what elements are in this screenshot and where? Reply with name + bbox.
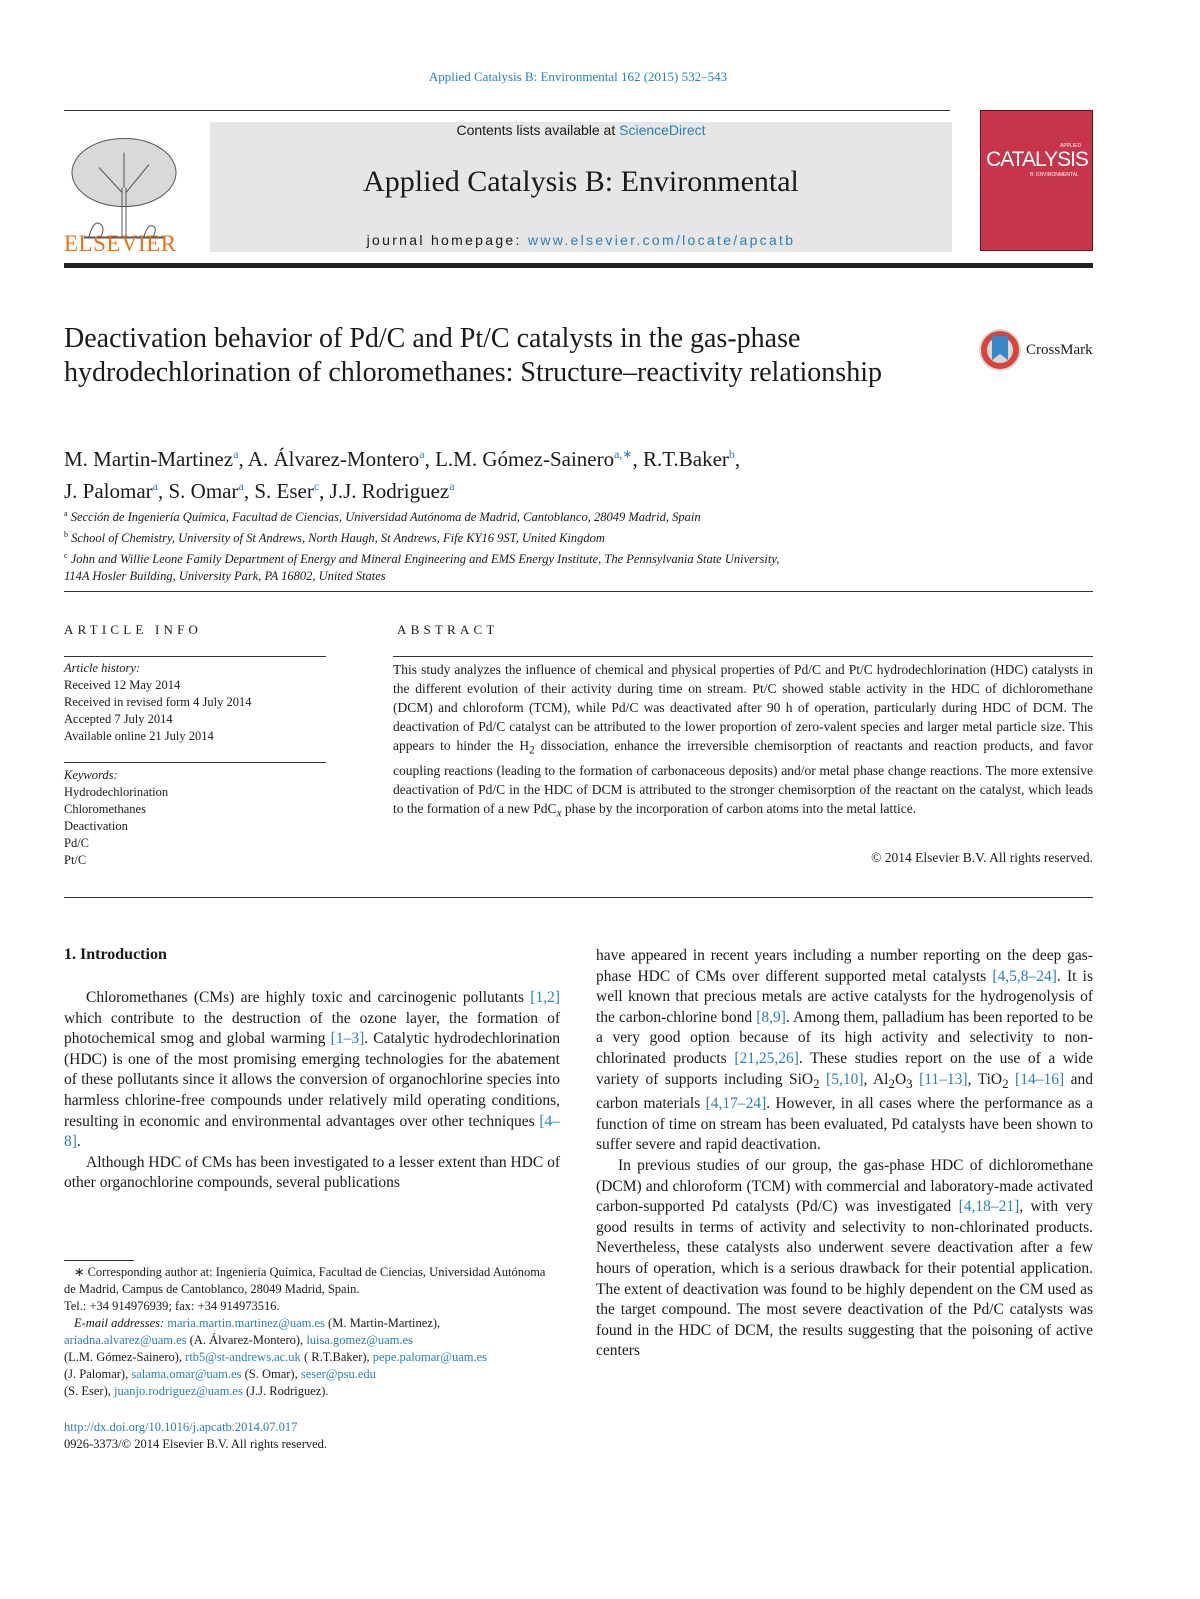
author-list: M. Martin-Martinez$^a$, A. Álvarez-Montero$^a$, L.M. Gómez-Sainero$^{a,∗}$, R.T.Baker$^b$, J. Palomar$^a$, S. Omar$^a$, S. Eser$^c$, J.J. Rodriguez$^a$ [64, 447, 741, 503]
text-run: . Catalytic hydrodechlorination (HDC) is one of the most promising emerging technologies for the abatement of these pollutants since it allows the conversion of organochlorine species into harmless chlorine-free compounds under relatively mild operating conditions, resulting in economic and environmental advantages over other techniques [64, 1030, 560, 1130]
author-affiliation-mark[interactable]: c [313, 479, 320, 493]
history-item: Received in revised form 4 July 2014 [64, 695, 252, 709]
header-top-rule [64, 110, 950, 111]
article-history [64, 660, 326, 745]
history-item: Accepted 7 July 2014 [64, 712, 173, 726]
journal-name: Applied Catalysis B: Environmental [363, 165, 799, 198]
cover-title: CATALYSIS [986, 148, 1088, 171]
keywords [64, 767, 326, 869]
author-affiliation-mark[interactable]: b [728, 447, 735, 461]
info-rule [64, 656, 326, 657]
sciencedirect-link[interactable]: ScienceDirect [619, 122, 706, 138]
text-run: , TiO [967, 1070, 1003, 1088]
cover-applied-text: APPLIED [1060, 143, 1082, 149]
abstract-heading: ABSTRACT [397, 622, 499, 637]
citation-link[interactable]: [21,25,26] [734, 1049, 799, 1067]
keywords-label: Keywords: [64, 768, 118, 782]
doi-block [64, 1419, 560, 1453]
email-list [64, 1315, 560, 1400]
abstract-copyright: © 2014 Elsevier B.V. All rights reserved. [871, 850, 1093, 865]
keyword: Chloromethanes [64, 802, 146, 816]
elsevier-wordmark: ELSEVIER [64, 231, 177, 256]
journal-reference[interactable]: Applied Catalysis B: Environmental 162 (2015) 532–543 [428, 69, 728, 84]
affiliation-mark: a [64, 509, 68, 518]
journal-homepage-line [210, 232, 952, 248]
text-run: . Among them, palladium has been reported to be a very good option because of its high activity and selectivity to non-chlorinated products [596, 1008, 1093, 1067]
author-affiliation-mark[interactable]: a [233, 447, 239, 461]
email-owner: (A. Álvarez-Montero), [186, 1333, 307, 1347]
homepage-link[interactable]: www.elsevier.com/locate/apcatb [527, 232, 796, 248]
email-link[interactable]: rtb5@st-andrews.ac.uk [185, 1350, 301, 1364]
email-owner: (J.J. Rodriguez). [242, 1384, 329, 1398]
right-column-text [596, 946, 1093, 1362]
affiliation-text: 114A Hosler Building, University Park, PA 16802, United States [64, 569, 386, 584]
abstract-part: phase by the incorporation of carbon atoms into the metal lattice. [561, 800, 917, 816]
history-item: Available online 21 July 2014 [64, 729, 214, 743]
article-info-heading: ARTICLE INFO [64, 622, 203, 637]
journal-cover-thumbnail[interactable] [980, 110, 1093, 251]
author-name[interactable]: R.T.Baker [643, 447, 729, 471]
info-rule [64, 762, 326, 763]
left-column-text [64, 988, 560, 1194]
keyword: Pt/C [64, 853, 87, 867]
author-name[interactable]: A. Álvarez-Montero [247, 447, 420, 471]
text-run: which contribute to the destruction of the ozone layer, the formation of photochemical smog and global warming [64, 1009, 560, 1048]
article-title: Deactivation behavior of Pd/C and Pt/C catalysts in the gas-phase hydrodechlorination of chloromethanes: Structure–reactivity relationship [64, 323, 882, 388]
contents-available-line [210, 122, 952, 138]
citation-link[interactable]: [11–13] [919, 1070, 968, 1088]
affiliation-mark: c [64, 551, 68, 561]
contact-phone: Tel.: +34 914976939; fax: +34 914973516. [64, 1299, 280, 1313]
abstract-part: dissociation, enhance the irreversible chemisorption of reactants and reaction products, and favor coupling reactions (leading to the formation of carbonaceous deposits) and/or metal phase change reactions. The more extensive deactivation of Pd/C in the HDC of DCM is attributed to the stronger chemisorption of the reactant on the catalyst, which leads to the formation of a new PdC [393, 738, 1093, 816]
text-run: . However, in all cases where the performance as a function of time on stream has been evaluated, Pd catalysts have been shown to suffer severe and rapid deactivation. [596, 1095, 1094, 1154]
abstract-rule [393, 656, 1093, 657]
paragraph [596, 1156, 1093, 1362]
affiliation-text: School of Chemistry, University of St Andrews, North Haugh, St Andrews, Fife KY16 9ST, United Kingdom [71, 531, 605, 546]
text-run: and carbon materials [596, 1070, 1093, 1113]
history-label: Article history: [64, 661, 141, 675]
author-name[interactable]: L.M. Gómez-Sainero [435, 447, 615, 471]
email-link[interactable]: pepe.palomar@uam.es [372, 1350, 488, 1364]
email-owner: (M. Martin-Martinez), [324, 1316, 441, 1330]
author-affiliation-mark[interactable]: a [152, 479, 158, 493]
abstract-text [393, 660, 1093, 823]
contents-prefix: Contents lists available at [456, 122, 620, 138]
citation-link[interactable]: [14–16] [1015, 1070, 1065, 1088]
email-label: E-mail addresses: [74, 1316, 168, 1330]
paragraph [64, 988, 560, 1153]
text-run: . [76, 1133, 81, 1151]
corresponding-author-note: ∗ Corresponding author at: Ingeniería Química, Facultad de Ciencias, Universidad Autónoma de Madrid, Campus de Cantoblanco, 28049 Madrid, Spain. [64, 1265, 546, 1296]
citation-link[interactable]: [8,9] [756, 1008, 786, 1026]
text-run: . It is well known that precious metals are active catalysts for the hydrogenolysis of the carbon-chlorine bond [596, 967, 1093, 1026]
email-link[interactable]: luisa.gomez@uam.es [306, 1333, 413, 1347]
citation-link[interactable]: [1,2] [530, 989, 560, 1006]
citation-link[interactable]: [4,5,8–24] [992, 967, 1057, 985]
text-run: . These studies report on the use of a wide variety of supports including SiO [596, 1049, 1093, 1088]
text-run: , with very good results in terms of activity and selectivity to non-chlorinated products. Nevertheless, these catalysts also underwent severe deactivation after a few hours of operation, which is a serious drawback for their potential application. The extent of deactivation was found to be highly dependent on the CM used as the target compound. The most severe deactivation of the Pd/C catalysts was found in the HDC of DCM, the results suggesting that the poisoning of active centers [596, 1198, 1093, 1360]
email-owner: (S. Omar), [241, 1367, 301, 1381]
subscript: 2 [1002, 1075, 1009, 1091]
affiliation-line [64, 526, 1064, 547]
author-name[interactable]: S. Omar [168, 479, 239, 503]
email-link[interactable]: ariadna.alvarez@uam.es [64, 1333, 187, 1347]
section-rule [64, 591, 1093, 592]
email-owner: (L.M. Gómez-Sainero), [64, 1350, 186, 1364]
subscript: x [556, 807, 562, 820]
author-affiliation-mark[interactable]: a [238, 479, 244, 493]
email-owner: ( R.T.Baker), [300, 1350, 373, 1364]
history-item: Received 12 May 2014 [64, 678, 181, 692]
citation-link[interactable]: [4,18–21] [958, 1198, 1020, 1216]
affiliation-line [64, 547, 1064, 568]
subscript: 3 [906, 1075, 913, 1091]
author-name[interactable]: M. Martin-Martinez [64, 447, 234, 471]
text-run: Chloromethanes (CMs) are highly toxic and carcinogenic pollutants [86, 989, 531, 1006]
text-run: , Al [863, 1070, 889, 1088]
affiliation-line [64, 568, 1064, 585]
email-link[interactable]: seser@psu.edu [300, 1367, 376, 1381]
citation-link[interactable]: [4,17–24] [705, 1095, 767, 1113]
keyword: Hydrodechlorination [64, 785, 169, 799]
crossmark-icon[interactable] [978, 328, 1022, 372]
abstract-part: This study analyzes the influence of chemical and physical properties of Pd/C and Pt/C hydrodechlorination (HDC) catalysts in the different evolution of their activity during time on stream. Pt/C showed stable activity in the HDC of dichloromethane (DCM) and chloroform (TCM), while Pd/C was deactivated after 90 h of operation, particularly during HDC of DCM. The deactivation of Pd/C catalyst can be attributed to the lower proportion of zero-valent species and larger metal particle size. This appears to hinder the H [393, 662, 1093, 753]
issn-copyright: 0926-3373/© 2014 Elsevier B.V. All rights reserved. [64, 1437, 328, 1451]
email-owner: (J. Palomar), [64, 1367, 132, 1381]
homepage-prefix: journal homepage: [366, 232, 528, 248]
subscript: 2 [529, 744, 535, 757]
citation-link[interactable]: [4–8] [64, 1112, 560, 1151]
citation-link[interactable]: [5,10] [826, 1070, 864, 1088]
affiliations [64, 505, 1064, 585]
keyword: Deactivation [64, 819, 128, 833]
email-link[interactable]: juanjo.rodriguez@uam.es [114, 1384, 243, 1398]
affiliation-text: John and Willie Leone Family Department of Energy and Mineral Engineering and EMS Energy Institute, The Pennsylvania State University, [70, 552, 780, 567]
email-owner: (S. Eser), [64, 1384, 114, 1398]
paragraph: Although HDC of CMs has been investigated to a lesser extent than HDC of other organochlorine compounds, several publications [64, 1153, 560, 1192]
author-name[interactable]: J. Palomar [64, 479, 153, 503]
affiliation-text: Sección de Ingeniería Química, Facultad de Ciencias, Universidad Autónoma de Madrid, Cantoblanco, 28049 Madrid, Spain [70, 510, 701, 525]
paragraph: have appeared in recent years including a number reporting on the deep gas-phase HDC of CMs over different supported metal catalysts [4,5,8–24]. It is well known that precious metals are active catalysts for the hydrogenolysis of the carbon-chlorine bond [8,9]. Among them, palladium has been reported to be a very good option because of its high activity and selectivity to non-chlorinated products [21,25,26]. These studies report on the use of a wide variety of supports including SiO$_2$ [5,10], $Al_2O_3$ [11–13], TiO$_2$ [14–16] and carbon materials [4,17–24]. However, in all cases where the performance as a function of time on stream has been evaluated, Pd catalysts have been shown to suffer severe and rapid deactivation. [596, 947, 1094, 1154]
author-name[interactable]: J.J. Rodriguez [329, 479, 450, 503]
author-name[interactable]: S. Eser [254, 479, 314, 503]
citation-link[interactable]: [1–3] [330, 1030, 365, 1048]
affiliation-mark: b [64, 530, 68, 540]
email-link[interactable]: maria.martin.martinez@uam.es [167, 1316, 325, 1330]
cover-subtitle: B: ENVIRONMENTAL [1030, 172, 1079, 178]
header-bottom-rule [64, 263, 1093, 268]
text-run: In previous studies of our group, the gas-phase HDC of dichloromethane (DCM) and chloroform (TCM) with commercial and laboratory-made activated carbon-supported Pd catalysts (Pd/C) was investigated [596, 1157, 1093, 1216]
author-affiliation-mark[interactable]: a [449, 479, 455, 493]
text-run: have appeared in recent years including a number reporting on the deep gas-phase HDC of CMs over different supported metal catalysts [596, 947, 1093, 985]
doi-link[interactable]: http://dx.doi.org/10.1016/j.apcatb.2014.07.017 [64, 1420, 298, 1434]
crossmark-label[interactable]: CrossMark [1026, 342, 1093, 358]
footnote-rule [64, 1260, 134, 1261]
footnotes [64, 1264, 560, 1400]
affiliation-line [64, 505, 1064, 526]
section-heading: 1. Introduction [64, 946, 167, 963]
author-affiliation-mark[interactable]: a,∗ [614, 447, 633, 461]
email-link[interactable]: salama.omar@uam.es [131, 1367, 242, 1381]
subscript: 2 [813, 1075, 820, 1091]
section-rule [64, 897, 1093, 898]
author-affiliation-mark[interactable]: a [419, 447, 425, 461]
subscript: 2 [888, 1075, 895, 1091]
keyword: Pd/C [64, 836, 90, 850]
